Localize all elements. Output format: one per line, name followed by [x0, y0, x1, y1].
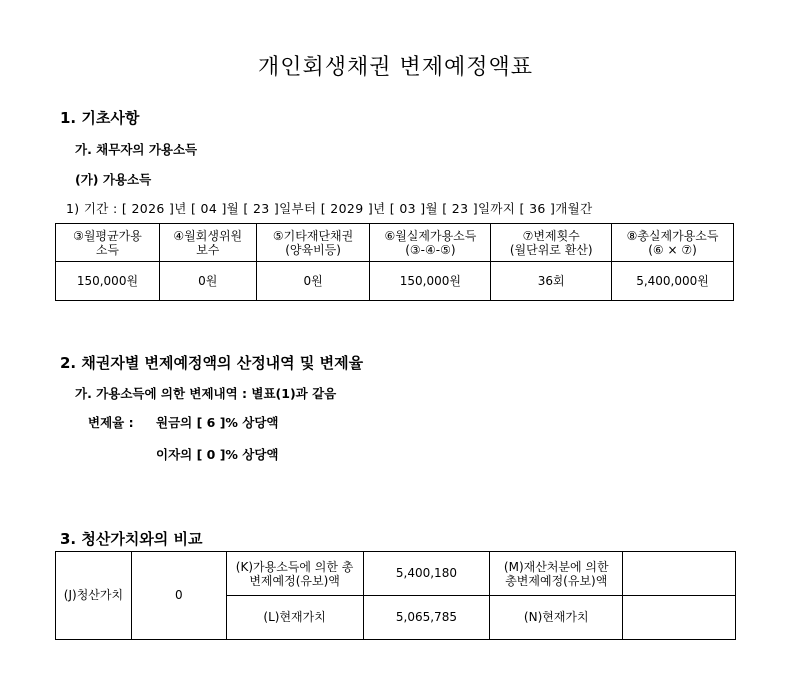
value-other-claims: 0원 — [256, 262, 370, 301]
period-line: 1) 기간 : [ 2026 ]년 [ 04 ]월 [ 23 ]일부터 [ 2029 ]년 [ 03 ]월 [ 23 ]일까지 [ 36 ]개월간 — [66, 201, 593, 216]
header-cell-other-claims — [256, 224, 370, 262]
section-3-heading: 3. 청산가치와의 비교 — [60, 530, 203, 548]
comparison-row-1 — [56, 552, 736, 596]
header-cell-total-income — [612, 224, 734, 262]
header-text: ⑥월실제가용소득 — [384, 228, 477, 243]
section-1-subheading-a: 가. 채무자의 가용소득 — [75, 142, 198, 157]
value-monthly-income: 150,000원 — [56, 262, 160, 301]
section-2-heading: 2. 채권자별 변제예정액의 산정내역 및 변제율 — [60, 354, 364, 372]
value-actual-income: 150,000원 — [370, 262, 491, 301]
principal-rate: 원금의 [ 6 ]% 상당액 — [156, 415, 279, 430]
header-text: 보수 — [196, 242, 220, 257]
header-text: (⑥ × ⑦) — [648, 242, 697, 257]
value-total-income: 5,400,000원 — [612, 262, 734, 301]
n-label: (N)현재가치 — [490, 596, 623, 640]
income-table-header-row — [56, 224, 734, 262]
header-cell-payment-count — [491, 224, 612, 262]
value-trustee-fee: 0원 — [159, 262, 256, 301]
header-text: ③월평균가용 — [73, 228, 142, 243]
header-text: 소득 — [95, 242, 120, 257]
k-label-cell — [226, 552, 363, 596]
income-table-value-row — [56, 262, 734, 301]
m-label-cell — [490, 552, 623, 596]
k-value: 5,400,180 — [363, 552, 490, 596]
l-value: 5,065,785 — [363, 596, 490, 640]
header-text: ⑤기타재단채권 — [272, 228, 354, 243]
liquidation-value: 0 — [131, 552, 226, 640]
header-text: ④월회생위원 — [173, 228, 243, 243]
header-text: ⑧총실제가용소득 — [626, 228, 719, 243]
section-2-subheading-a: 가. 가용소득에 의한 변제내역 : 별표(1)과 같음 — [75, 386, 337, 401]
header-text: (③-④-⑤) — [405, 242, 456, 257]
k-label-text: 변제예정(유보)액 — [249, 573, 340, 588]
header-text: (양육비등) — [285, 242, 341, 257]
interest-rate: 이자의 [ 0 ]% 상당액 — [156, 447, 279, 462]
l-label: (L)현재가치 — [226, 596, 363, 640]
document-title: 개인회생채권 변제예정액표 — [257, 55, 534, 80]
m-value — [623, 552, 736, 596]
liquidation-comparison-table — [55, 551, 736, 640]
n-value — [623, 596, 736, 640]
section-1-heading: 1. 기초사항 — [60, 109, 140, 127]
value-payment-count: 36회 — [491, 262, 612, 301]
k-label-text: (K)가용소득에 의한 총 — [235, 559, 354, 574]
header-text: ⑦변제횟수 — [522, 228, 580, 243]
m-label-text: 총변제예정(유보)액 — [505, 573, 608, 588]
repayment-rate-label: 변제율 : — [88, 415, 134, 430]
income-table — [55, 223, 734, 301]
m-label-text: (M)재산처분에 의한 — [503, 559, 609, 574]
header-cell-actual-income — [370, 224, 491, 262]
liquidation-value-label: (J)청산가치 — [56, 552, 132, 640]
header-cell-trustee-fee — [159, 224, 256, 262]
section-1-subheading-a1: (가) 가용소득 — [75, 172, 152, 187]
header-text: (월단위로 환산) — [509, 242, 593, 257]
header-cell-monthly-income — [56, 224, 160, 262]
